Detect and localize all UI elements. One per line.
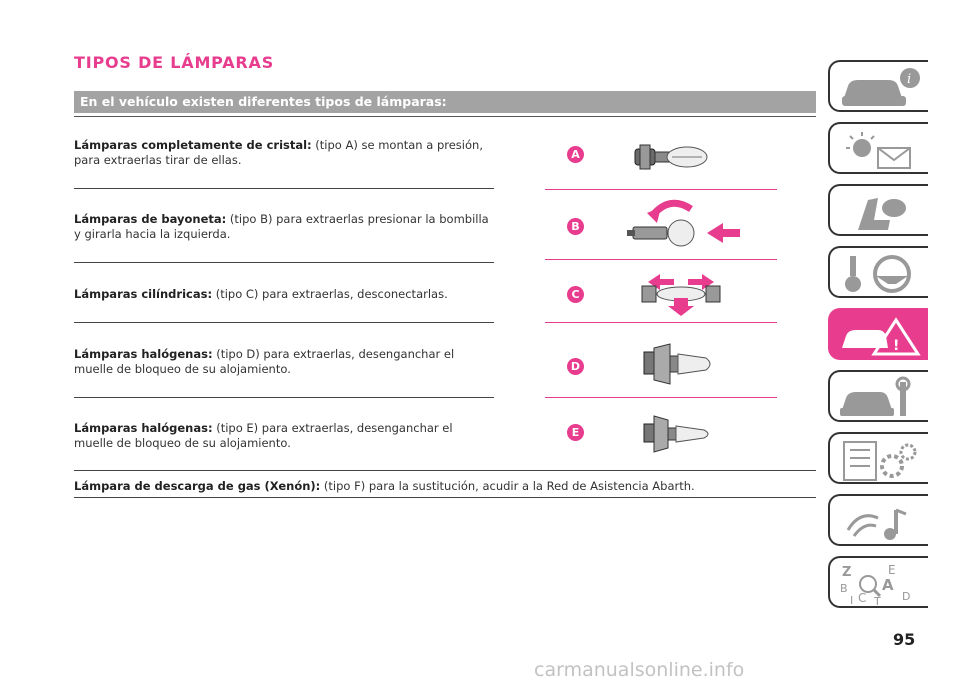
entry-text: (tipo D) para extraerlas, desenganchar el muelle de bloqueo de su alojamiento. — [74, 347, 455, 376]
divider — [545, 397, 777, 398]
divider — [545, 322, 777, 323]
car-warning-icon — [838, 314, 924, 358]
divider — [74, 188, 494, 189]
intro-banner: En el vehículo existen diferentes tipos de lámparas: — [74, 91, 816, 113]
entry-label: Lámparas de bayoneta: — [74, 212, 227, 226]
key-steering-icon — [838, 252, 924, 296]
car-info-icon — [838, 66, 924, 110]
tab-emergency[interactable] — [828, 308, 928, 360]
tab-car-info[interactable] — [828, 60, 928, 112]
index-letter: Z — [842, 565, 852, 580]
divider — [74, 322, 494, 323]
index-letter: C — [858, 591, 867, 605]
entry-type-b — [74, 212, 494, 242]
car-tools-icon — [838, 376, 924, 420]
entry-type-a — [74, 138, 494, 168]
divider — [74, 470, 816, 471]
lights-message-icon — [838, 128, 924, 172]
index-letter: B — [840, 582, 848, 595]
tab-maintenance[interactable] — [828, 370, 928, 422]
page-number: 95 — [893, 630, 916, 649]
page-title: TIPOS DE LÁMPARAS — [74, 53, 275, 72]
entry-text: (tipo F) para la sustitución, acudir a la Red de Asistencia Abarth. — [320, 479, 695, 493]
entry-label: Lámparas halógenas: — [74, 347, 213, 361]
halogen-bulb-icon — [640, 338, 720, 390]
watermark: carmanualsonline.info — [534, 659, 745, 681]
entry-text: (tipo B) para extraerlas presionar la bombilla y girarla hacia la izquierda. — [74, 212, 489, 241]
divider — [545, 259, 777, 260]
entry-type-e — [74, 421, 494, 451]
index-letters-icon — [838, 562, 924, 606]
index-letter: T — [874, 595, 881, 606]
figure-label-e: E — [567, 424, 584, 441]
tab-index[interactable] — [828, 556, 928, 608]
glass-bulb-icon — [632, 137, 717, 177]
entry-label: Lámparas completamente de cristal: — [74, 138, 312, 152]
airbag-seat-icon — [838, 190, 924, 234]
divider — [545, 189, 777, 190]
divider — [74, 262, 494, 263]
entry-text: (tipo C) para extraerlas, desconectarlas. — [212, 287, 448, 301]
cylindrical-bulb-icon — [636, 270, 726, 318]
entry-label: Lámparas cilíndricas: — [74, 287, 213, 301]
figure-label-b: B — [567, 218, 584, 235]
entry-type-d — [74, 347, 494, 377]
multimedia-icon — [838, 500, 924, 544]
index-letter: E — [888, 563, 896, 577]
tab-starting-driving[interactable] — [828, 246, 928, 298]
index-letter: A — [882, 576, 894, 594]
divider — [74, 397, 494, 398]
halogen-bulb-icon — [640, 408, 720, 458]
tab-safety[interactable] — [828, 184, 928, 236]
entry-text: (tipo E) para extraerlas, desenganchar el muelle de bloqueo de su alojamiento. — [74, 421, 453, 450]
entry-type-f — [74, 479, 816, 494]
tab-technical-data[interactable] — [828, 432, 928, 484]
specs-gear-icon — [838, 438, 924, 482]
figure-label-c: C — [567, 286, 584, 303]
entry-type-c — [74, 287, 494, 302]
entry-text: (tipo A) se montan a presión, para extraerlas tirar de ellas. — [74, 138, 483, 167]
figure-label-a: A — [567, 146, 584, 163]
entry-label: Lámpara de descarga de gas (Xenón): — [74, 479, 321, 493]
svg-text:i: i — [907, 72, 912, 87]
svg-text:!: ! — [893, 338, 900, 354]
index-letter: D — [902, 590, 911, 603]
figure-label-d: D — [567, 358, 584, 375]
divider — [74, 497, 816, 498]
tab-multimedia[interactable] — [828, 494, 928, 546]
divider — [74, 116, 816, 117]
entry-label: Lámparas halógenas: — [74, 421, 213, 435]
index-letter: I — [850, 594, 854, 606]
tab-lights-messages[interactable] — [828, 122, 928, 174]
bayonet-bulb-icon — [625, 197, 745, 249]
